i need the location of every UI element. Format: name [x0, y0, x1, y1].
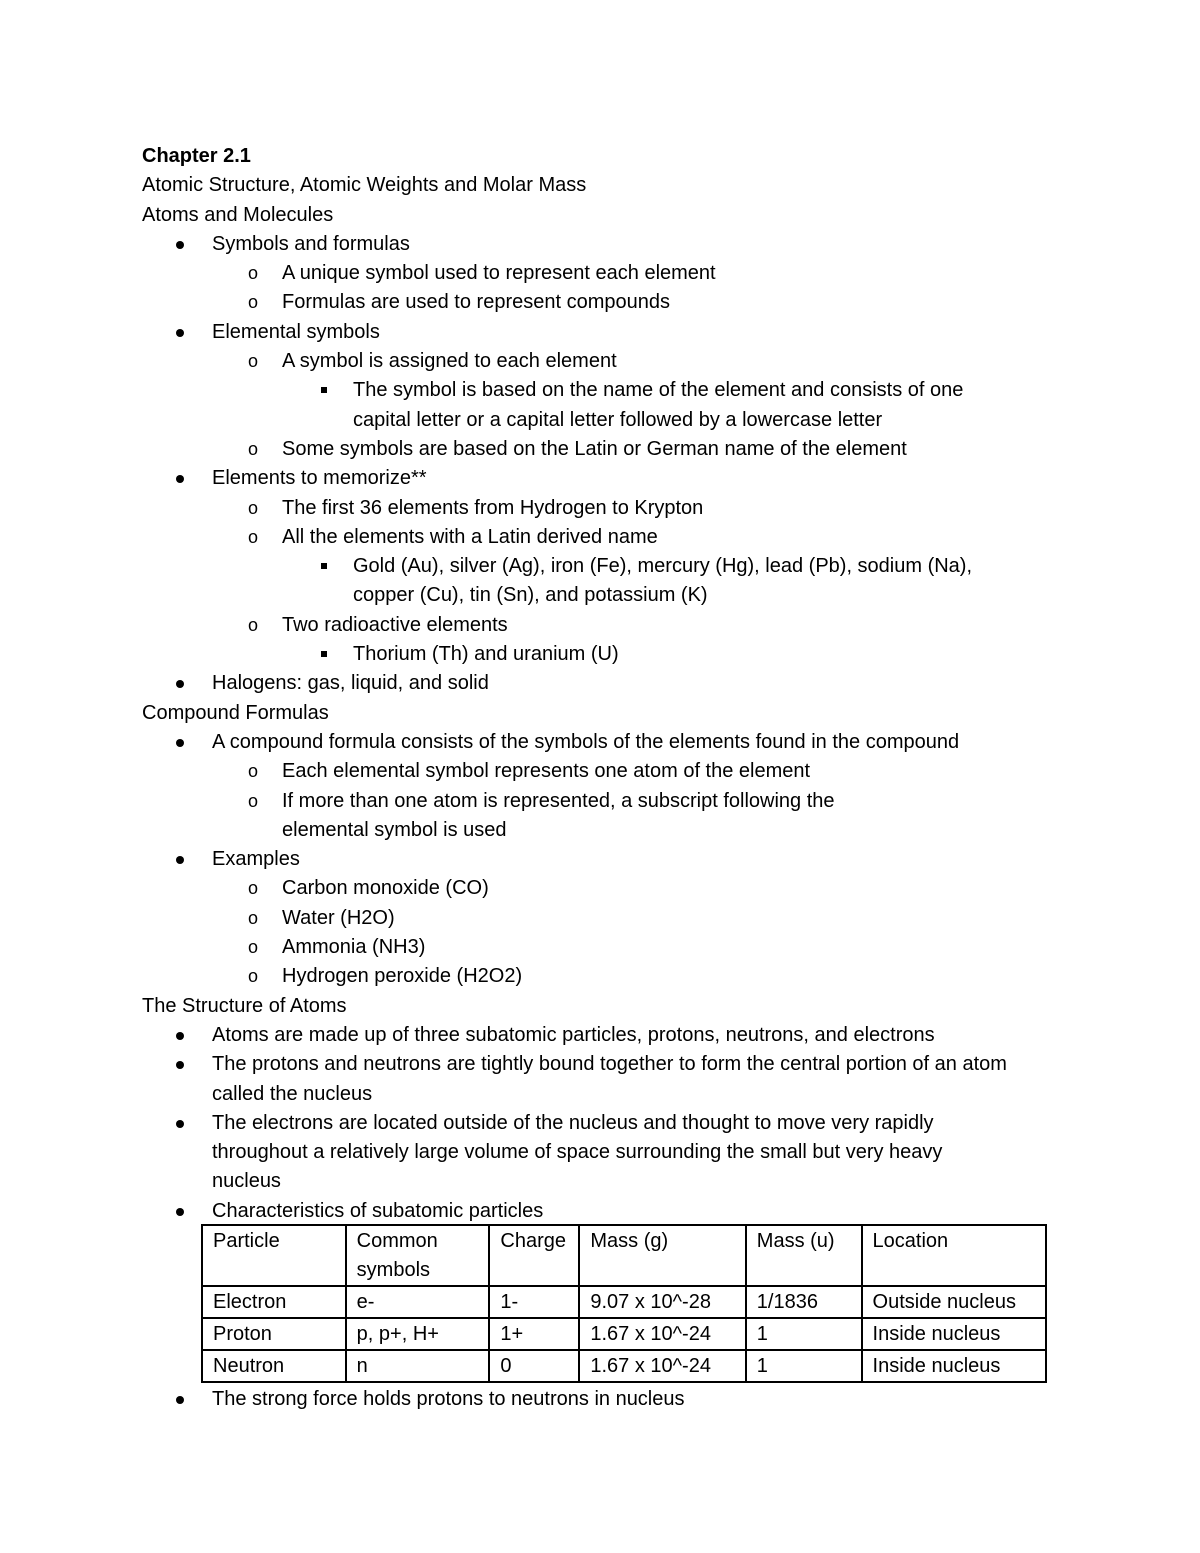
- list-item: Halogens: gas, liquid, and solid: [142, 669, 1062, 698]
- list-item: Elements to memorize**: [142, 464, 1062, 493]
- table-cell: e-: [346, 1286, 490, 1318]
- circle-bullet-icon: o: [248, 907, 259, 928]
- table-cell: 1: [746, 1350, 862, 1382]
- square-bullet-icon: [321, 651, 327, 657]
- table-cell: 1+: [489, 1318, 579, 1350]
- table-header-cell: Charge: [489, 1225, 579, 1286]
- circle-bullet-icon: o: [248, 438, 259, 459]
- heading-atoms-molecules: Atoms and Molecules: [142, 203, 334, 226]
- list-item: o A symbol is assigned to each element: [142, 347, 1062, 376]
- list-item: Thorium (Th) and uranium (U): [142, 640, 1062, 669]
- list-item: A compound formula consists of the symbols of the elements found in the compound: [142, 728, 1062, 757]
- circle-bullet-icon: o: [248, 878, 259, 899]
- list-item: The protons and neutrons are tightly bound together to form the central portion of an atom called the nucleus: [142, 1050, 1042, 1109]
- square-bullet-icon: [321, 563, 327, 569]
- table-header-cell: Common symbols: [346, 1225, 490, 1286]
- list-item: o Some symbols are based on the Latin or German name of the element: [142, 435, 1062, 464]
- table-cell: 1-: [489, 1286, 579, 1318]
- list-item: o Carbon monoxide (CO): [142, 874, 1062, 903]
- document-subtitle: Atomic Structure, Atomic Weights and Molar Mass: [142, 174, 587, 197]
- list-item: o Two radioactive elements: [142, 611, 1062, 640]
- circle-bullet-icon: o: [248, 966, 259, 987]
- bullet-icon: [176, 241, 184, 249]
- list-item: The symbol is based on the name of the element and consists of one capital letter or a capital letter followed by a lowercase letter: [142, 376, 1013, 435]
- document-page: [142, 142, 1062, 1414]
- table-cell: Proton: [202, 1318, 346, 1350]
- compound-formulas-list: [142, 728, 1062, 992]
- table-cell: Inside nucleus: [862, 1318, 1046, 1350]
- bullet-icon: [176, 1032, 184, 1040]
- circle-bullet-icon: o: [248, 614, 259, 635]
- list-item: Symbols and formulas: [142, 230, 1062, 259]
- list-item: o The first 36 elements from Hydrogen to Krypton: [142, 494, 1062, 523]
- table-row: [202, 1286, 1046, 1318]
- table-row: [202, 1318, 1046, 1350]
- table-cell: Inside nucleus: [862, 1350, 1046, 1382]
- circle-bullet-icon: o: [248, 526, 259, 547]
- circle-bullet-icon: o: [248, 497, 259, 518]
- square-bullet-icon: [321, 387, 327, 393]
- list-item: o Ammonia (NH3): [142, 933, 1062, 962]
- bullet-icon: [176, 680, 184, 688]
- atoms-molecules-list: [142, 230, 1062, 699]
- list-item: o Hydrogen peroxide (H2O2): [142, 962, 1062, 991]
- list-item: o A unique symbol used to represent each element: [142, 259, 1062, 288]
- table-cell: 1.67 x 10^-24: [579, 1318, 745, 1350]
- list-item: Atoms are made up of three subatomic particles, protons, neutrons, and electrons: [142, 1021, 1062, 1050]
- table-cell: Electron: [202, 1286, 346, 1318]
- bullet-icon: [176, 1396, 184, 1404]
- table-cell: 0: [489, 1350, 579, 1382]
- circle-bullet-icon: o: [248, 351, 259, 372]
- table-cell: 1/1836: [746, 1286, 862, 1318]
- table-cell: p, p+, H+: [346, 1318, 490, 1350]
- circle-bullet-icon: o: [248, 292, 259, 313]
- chapter-title: Chapter 2.1: [142, 145, 251, 167]
- structure-list-continued: [142, 1385, 1062, 1414]
- list-item: Examples: [142, 845, 1062, 874]
- table-cell: 1.67 x 10^-24: [579, 1350, 745, 1382]
- bullet-icon: [176, 1120, 184, 1128]
- table-header-row: [202, 1225, 1046, 1286]
- heading-compound-formulas: Compound Formulas: [142, 701, 329, 724]
- table-cell: Outside nucleus: [862, 1286, 1046, 1318]
- circle-bullet-icon: o: [248, 790, 259, 811]
- circle-bullet-icon: o: [248, 937, 259, 958]
- table-cell: 1: [746, 1318, 862, 1350]
- table-header-cell: Particle: [202, 1225, 346, 1286]
- structure-list: [142, 1021, 1062, 1226]
- table-cell: 9.07 x 10^-28: [579, 1286, 745, 1318]
- bullet-icon: [176, 475, 184, 483]
- bullet-icon: [176, 1061, 184, 1069]
- table-header-cell: Mass (g): [579, 1225, 745, 1286]
- list-item: o Each elemental symbol represents one atom of the element: [142, 757, 1062, 786]
- list-item: o Formulas are used to represent compounds: [142, 288, 1062, 317]
- table-header-cell: Mass (u): [746, 1225, 862, 1286]
- list-item: Elemental symbols: [142, 318, 1062, 347]
- list-item: o Water (H2O): [142, 904, 1062, 933]
- bullet-icon: [176, 329, 184, 337]
- circle-bullet-icon: o: [248, 761, 259, 782]
- bullet-icon: [176, 739, 184, 747]
- circle-bullet-icon: o: [248, 263, 259, 284]
- list-item: Characteristics of subatomic particles: [142, 1197, 1062, 1226]
- subatomic-particles-table: [201, 1224, 1047, 1383]
- heading-structure-of-atoms: The Structure of Atoms: [142, 994, 347, 1017]
- table-header-cell: Location: [862, 1225, 1046, 1286]
- list-item: Gold (Au), silver (Ag), iron (Fe), mercury (Hg), lead (Pb), sodium (Na), copper (Cu), tin (Sn), and potassium (K): [142, 552, 1013, 611]
- list-item: o If more than one atom is represented, a subscript following the elemental symbol is used: [142, 787, 902, 846]
- table-cell: n: [346, 1350, 490, 1382]
- table-row: [202, 1350, 1046, 1382]
- list-item: The strong force holds protons to neutrons in nucleus: [142, 1385, 1062, 1414]
- bullet-icon: [176, 1208, 184, 1216]
- list-item: o All the elements with a Latin derived name: [142, 523, 1062, 552]
- table-cell: Neutron: [202, 1350, 346, 1382]
- list-item: The electrons are located outside of the nucleus and thought to move very rapidly throughout a relatively large volume of space surrounding the small but very heavy nucleus: [142, 1109, 1012, 1197]
- bullet-icon: [176, 856, 184, 864]
